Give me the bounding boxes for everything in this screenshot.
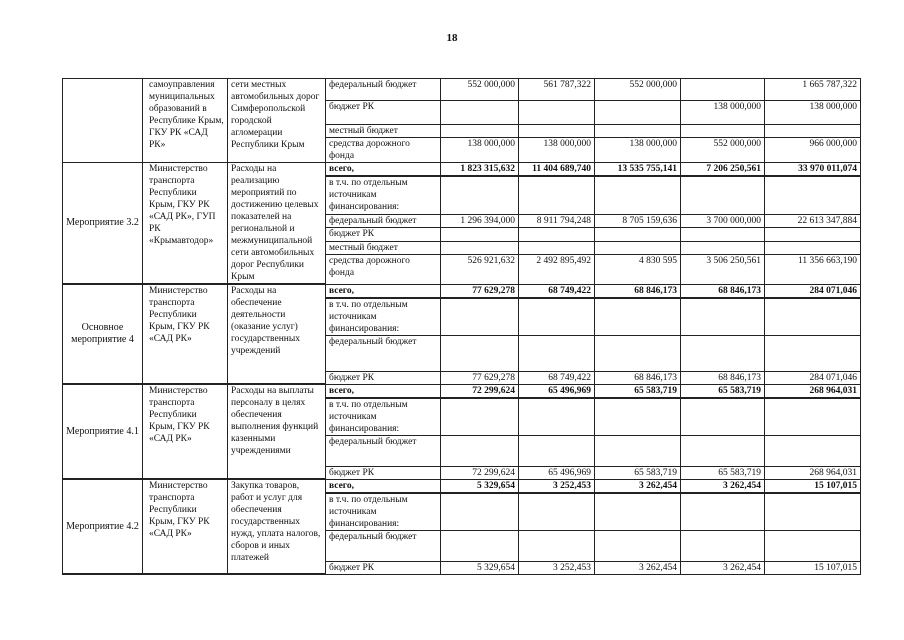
amount-cell: 3 262,454 [595,479,681,493]
amount-cell [519,335,595,371]
funding-source-cell: федеральный бюджет [326,215,441,228]
total-amount-cell [765,435,861,466]
amount-cell: 5 329,654 [441,561,519,574]
funding-source-cell: в т.ч. по отдельным источникам финансирования: [326,176,441,214]
table-row [63,163,861,177]
expense-name-cell: Закупка товаров, работ и услуг для обеспечения государственных нужд, уплата налогов, сборов и иных платежей [228,479,326,574]
total-amount-cell: 268 964,031 [765,466,861,479]
page-number: 18 [446,32,458,44]
amount-cell [519,241,595,254]
funding-source-cell: всего, [326,284,441,298]
amount-cell [441,125,519,138]
amount-cell: 3 262,454 [681,479,765,493]
amount-cell [595,101,681,125]
amount-cell: 3 506 250,561 [681,254,765,284]
event-cell: Основное мероприятие 4 [63,284,143,384]
amount-cell: 77 629,278 [441,371,519,384]
expense-name-cell: Расходы на реализацию мероприятий по достижению целевых показателей на региональной и межмуниципальной сети автомобильных дорог Республики Крым [228,163,326,285]
total-amount-cell [765,176,861,214]
amount-cell: 3 252,453 [519,479,595,493]
funding-source-cell: местный бюджет [326,241,441,254]
executor-cell: самоуправления муниципальных образований в Республике Крым, ГКУ РК «САД РК» [143,79,228,163]
amount-cell: 65 583,719 [681,466,765,479]
amount-cell [441,298,519,336]
amount-cell [681,398,765,436]
event-cell [63,79,143,163]
amount-cell [595,228,681,241]
amount-cell [595,241,681,254]
amount-cell [595,398,681,436]
total-amount-cell [765,530,861,561]
executor-cell: Министерство транспорта Республики Крым, ГКУ РК «САД РК» [143,479,228,574]
funding-source-cell: в т.ч. по отдельным источникам финансирования: [326,493,441,531]
amount-cell [595,335,681,371]
amount-cell [681,176,765,214]
funding-source-cell: средства дорожного фонда [326,254,441,284]
amount-cell [681,335,765,371]
table-row [63,384,861,398]
amount-cell: 11 404 689,740 [519,163,595,177]
amount-cell [595,298,681,336]
total-amount-cell [765,398,861,436]
total-amount-cell: 966 000,000 [765,138,861,163]
expense-name-cell: Расходы на выплаты персоналу в целях обеспечения выполнения функций казенными учреждениями [228,384,326,479]
amount-cell: 552 000,000 [681,138,765,163]
amount-cell [441,530,519,561]
funding-source-cell: бюджет РК [326,561,441,574]
funding-source-cell: федеральный бюджет [326,530,441,561]
amount-cell [441,493,519,531]
amount-cell: 138 000,000 [595,138,681,163]
amount-cell [681,435,765,466]
amount-cell: 4 830 595 [595,254,681,284]
amount-cell [681,493,765,531]
amount-cell [441,176,519,214]
amount-cell: 13 535 755,141 [595,163,681,177]
total-amount-cell: 22 613 347,884 [765,215,861,228]
amount-cell: 5 329,654 [441,479,519,493]
total-amount-cell: 284 071,046 [765,371,861,384]
executor-cell: Министерство транспорта Республики Крым, ГКУ РК «САД РК» [143,384,228,479]
amount-cell: 552 000,000 [595,79,681,101]
expense-name-cell: Расходы на обеспечение деятельности (оказание услуг) государственных учреждений [228,284,326,384]
event-cell: Мероприятие 4.2 [63,479,143,574]
amount-cell [595,125,681,138]
amount-cell: 138 000,000 [519,138,595,163]
total-amount-cell [765,298,861,336]
amount-cell [441,398,519,436]
amount-cell [519,435,595,466]
amount-cell [519,530,595,561]
total-amount-cell [765,335,861,371]
amount-cell: 72 299,624 [441,384,519,398]
total-amount-cell [765,125,861,138]
amount-cell: 526 921,632 [441,254,519,284]
amount-cell [595,530,681,561]
amount-cell [519,298,595,336]
amount-cell [519,398,595,436]
amount-cell: 1 296 394,000 [441,215,519,228]
amount-cell: 2 492 895,492 [519,254,595,284]
amount-cell: 3 700 000,000 [681,215,765,228]
amount-cell: 561 787,322 [519,79,595,101]
amount-cell: 552 000,000 [441,79,519,101]
table-row [63,79,861,101]
executor-cell: Министерство транспорта Республики Крым, ГКУ РК «САД РК» [143,284,228,384]
amount-cell [519,493,595,531]
amount-cell [519,228,595,241]
table-row [63,284,861,298]
amount-cell: 68 846,173 [681,284,765,298]
amount-cell: 7 206 250,561 [681,163,765,177]
event-cell: Мероприятие 3.2 [63,163,143,285]
amount-cell: 8 911 794,248 [519,215,595,228]
total-amount-cell: 11 356 663,190 [765,254,861,284]
funding-source-cell: в т.ч. по отдельным источникам финансирования: [326,398,441,436]
event-cell: Мероприятие 4.1 [63,384,143,479]
amount-cell [595,435,681,466]
total-amount-cell [765,228,861,241]
total-amount-cell: 284 071,046 [765,284,861,298]
amount-cell [441,435,519,466]
expense-name-cell: сети местных автомобильных дорог Симферопольской городской агломерации Республики Крым [228,79,326,163]
amount-cell [519,101,595,125]
funding-source-cell: федеральный бюджет [326,79,441,101]
funding-source-cell: средства дорожного фонда [326,138,441,163]
executor-cell: Министерство транспорта Республики Крым, ГКУ РК «САД РК», ГУП РК «Крымавтодор» [143,163,228,285]
funding-source-cell: бюджет РК [326,466,441,479]
amount-cell: 3 252,453 [519,561,595,574]
total-amount-cell: 138 000,000 [765,101,861,125]
amount-cell: 1 823 315,632 [441,163,519,177]
amount-cell: 65 496,969 [519,384,595,398]
total-amount-cell [765,241,861,254]
amount-cell: 77 629,278 [441,284,519,298]
funding-source-cell: всего, [326,384,441,398]
total-amount-cell: 15 107,015 [765,479,861,493]
funding-source-cell: бюджет РК [326,371,441,384]
total-amount-cell: 1 665 787,322 [765,79,861,101]
funding-source-cell: бюджет РК [326,101,441,125]
amount-cell: 68 749,422 [519,284,595,298]
funding-source-cell: федеральный бюджет [326,335,441,371]
amount-cell: 68 846,173 [595,284,681,298]
amount-cell: 65 583,719 [595,466,681,479]
amount-cell [595,176,681,214]
total-amount-cell [765,493,861,531]
amount-cell [681,125,765,138]
table-row [63,479,861,493]
amount-cell: 68 749,422 [519,371,595,384]
funding-source-cell: всего, [326,163,441,177]
amount-cell: 65 496,969 [519,466,595,479]
funding-source-cell: в т.ч. по отдельным источникам финансирования: [326,298,441,336]
amount-cell [681,298,765,336]
amount-cell [519,125,595,138]
amount-cell: 72 299,624 [441,466,519,479]
amount-cell: 65 583,719 [595,384,681,398]
amount-cell [595,493,681,531]
amount-cell [441,101,519,125]
amount-cell: 68 846,173 [681,371,765,384]
amount-cell: 138 000,000 [441,138,519,163]
amount-cell: 3 262,454 [595,561,681,574]
budget-table [62,78,861,575]
amount-cell: 138 000,000 [681,101,765,125]
amount-cell [441,228,519,241]
amount-cell: 8 705 159,636 [595,215,681,228]
amount-cell: 65 583,719 [681,384,765,398]
funding-source-cell: всего, [326,479,441,493]
amount-cell [441,335,519,371]
funding-source-cell: федеральный бюджет [326,435,441,466]
amount-cell [681,228,765,241]
amount-cell [519,176,595,214]
total-amount-cell: 268 964,031 [765,384,861,398]
funding-source-cell: бюджет РК [326,228,441,241]
total-amount-cell: 33 970 011,074 [765,163,861,177]
total-amount-cell: 15 107,015 [765,561,861,574]
amount-cell [681,79,765,101]
amount-cell [681,530,765,561]
amount-cell: 68 846,173 [595,371,681,384]
amount-cell [681,241,765,254]
amount-cell [441,241,519,254]
amount-cell: 3 262,454 [681,561,765,574]
funding-source-cell: местный бюджет [326,125,441,138]
